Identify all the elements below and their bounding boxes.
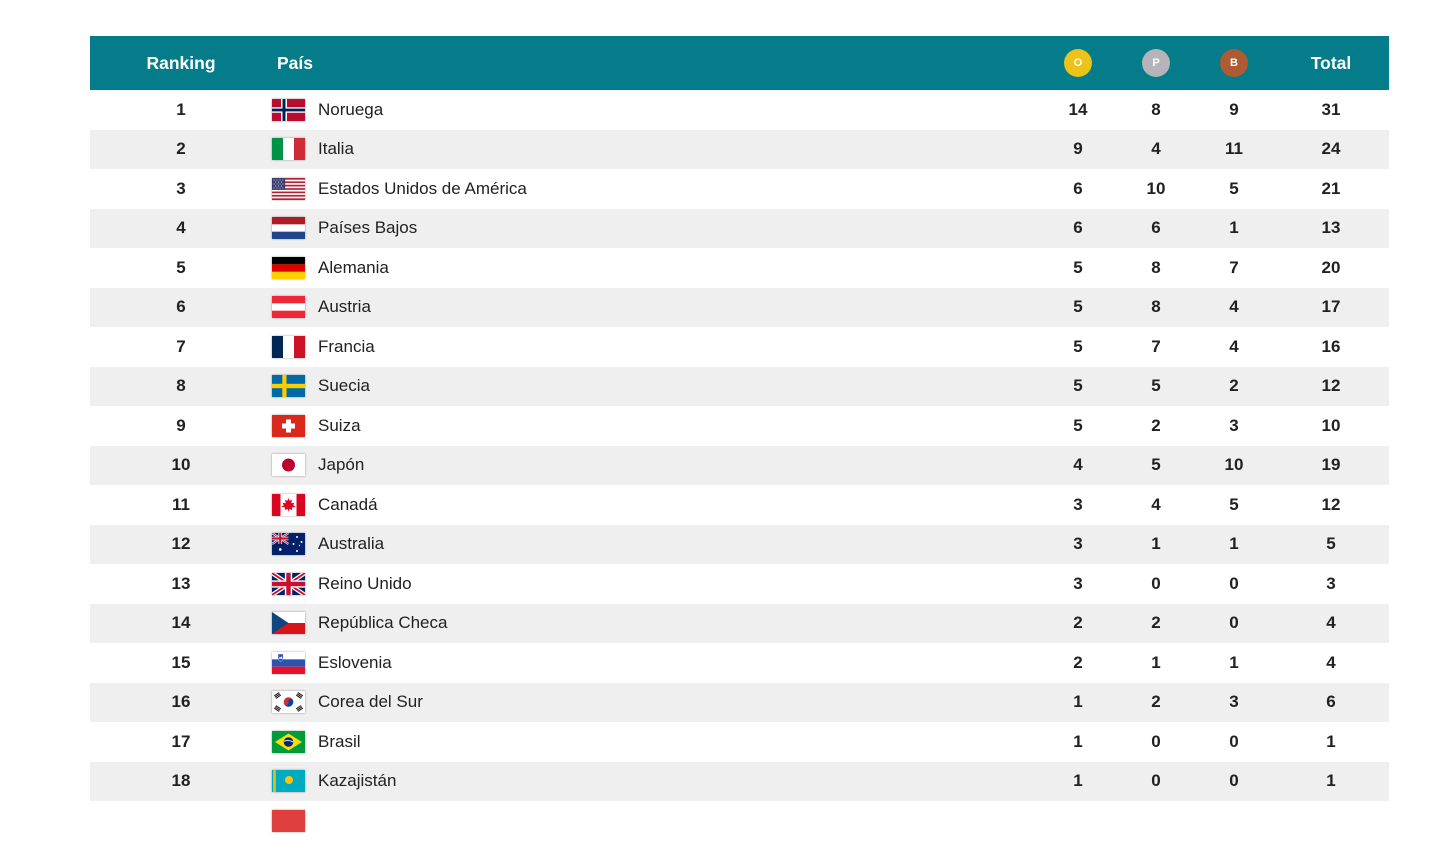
norway-flag-icon — [272, 99, 305, 121]
table-row — [90, 406, 1389, 446]
bronze-count: 4 — [1229, 336, 1239, 356]
bronze-count: 3 — [1229, 415, 1239, 435]
country-cell — [272, 691, 1039, 713]
bronze-count: 10 — [1224, 455, 1244, 475]
japan-flag-icon — [272, 454, 305, 476]
table-row — [90, 643, 1389, 683]
country-cell — [272, 178, 1039, 200]
total-count: 19 — [1321, 455, 1341, 475]
medal-table-header — [90, 36, 1389, 90]
country-name: Kazajistán — [318, 771, 397, 791]
rank-cell: 17 — [171, 731, 191, 751]
country-cell — [272, 296, 1039, 318]
silver-count: 0 — [1151, 731, 1161, 751]
gold-count: 2 — [1073, 652, 1083, 672]
silver-count: 1 — [1151, 652, 1161, 672]
uk-flag-icon — [272, 573, 305, 595]
country-name: Eslovenia — [318, 652, 392, 672]
rank-cell: 14 — [171, 613, 191, 633]
table-row — [90, 525, 1389, 565]
total-count: 20 — [1321, 257, 1341, 277]
country-name: Francia — [318, 336, 375, 356]
silver-count: 2 — [1151, 692, 1161, 712]
country-cell — [272, 731, 1039, 753]
table-row — [90, 604, 1389, 644]
total-count: 24 — [1321, 139, 1341, 159]
country-cell — [272, 257, 1039, 279]
silver-count: 7 — [1151, 336, 1161, 356]
total-count: 1 — [1326, 771, 1336, 791]
country-cell — [272, 99, 1039, 121]
gold-count: 3 — [1073, 573, 1083, 593]
germany-flag-icon — [272, 257, 305, 279]
header-gold — [1039, 49, 1117, 77]
rank-cell: 15 — [171, 652, 191, 672]
country-name: Italia — [318, 139, 354, 159]
usa-flag-icon — [272, 178, 305, 200]
table-row — [90, 327, 1389, 367]
canada-flag-icon — [272, 494, 305, 516]
rank-cell: 16 — [171, 692, 191, 712]
bronze-count: 0 — [1229, 613, 1239, 633]
gold-count: 3 — [1073, 534, 1083, 554]
bronze-count: 1 — [1229, 534, 1239, 554]
south-korea-flag-icon — [272, 691, 305, 713]
table-row — [90, 485, 1389, 525]
country-name: Alemania — [318, 257, 389, 277]
country-name: Reino Unido — [318, 573, 412, 593]
czechia-flag-icon — [272, 612, 305, 634]
total-count: 10 — [1321, 415, 1341, 435]
country-cell — [272, 138, 1039, 160]
total-count: 6 — [1326, 692, 1336, 712]
rank-cell: 8 — [176, 376, 186, 396]
silver-count: 8 — [1151, 257, 1161, 277]
bronze-count: 0 — [1229, 731, 1239, 751]
total-count: 5 — [1326, 534, 1336, 554]
total-count: 3 — [1326, 573, 1336, 593]
header-ranking: Ranking — [146, 52, 216, 73]
bronze-count: 4 — [1229, 297, 1239, 317]
gold-count: 6 — [1073, 178, 1083, 198]
country-name: Brasil — [318, 731, 361, 751]
table-row — [90, 683, 1389, 723]
rank-cell: 10 — [171, 455, 191, 475]
gold-count: 1 — [1073, 771, 1083, 791]
country-cell — [272, 810, 1039, 832]
silver-count: 0 — [1151, 573, 1161, 593]
kazakhstan-flag-icon — [272, 770, 305, 792]
gold-count: 3 — [1073, 494, 1083, 514]
rank-cell: 3 — [176, 178, 186, 198]
rank-cell: 7 — [176, 336, 186, 356]
country-cell — [272, 652, 1039, 674]
bronze-count: 1 — [1229, 652, 1239, 672]
rank-cell: 12 — [171, 534, 191, 554]
country-name: Austria — [318, 297, 371, 317]
brazil-flag-icon — [272, 731, 305, 753]
country-name: Australia — [318, 534, 385, 554]
gold-count: 4 — [1073, 455, 1083, 475]
rank-cell: 2 — [176, 139, 186, 159]
silver-count: 0 — [1151, 771, 1161, 791]
red-flag-icon — [272, 810, 305, 832]
rank-cell: 1 — [176, 99, 186, 119]
table-row — [90, 169, 1389, 209]
country-name: Canadá — [318, 494, 378, 514]
gold-medal-icon: O — [1064, 49, 1092, 77]
silver-count: 8 — [1151, 297, 1161, 317]
country-cell — [272, 415, 1039, 437]
bronze-count: 9 — [1229, 99, 1239, 119]
country-name: República Checa — [318, 613, 448, 633]
rank-cell: 11 — [172, 494, 190, 514]
silver-count: 2 — [1151, 613, 1161, 633]
total-count: 17 — [1321, 297, 1341, 317]
country-cell — [272, 336, 1039, 358]
country-cell — [272, 573, 1039, 595]
rank-cell: 9 — [176, 415, 186, 435]
rank-cell: 6 — [176, 297, 186, 317]
gold-count: 14 — [1068, 99, 1088, 119]
silver-count: 10 — [1146, 178, 1166, 198]
silver-count: 8 — [1151, 99, 1161, 119]
gold-count: 2 — [1073, 613, 1083, 633]
country-cell — [272, 454, 1039, 476]
bronze-count: 7 — [1229, 257, 1239, 277]
country-cell — [272, 612, 1039, 634]
country-name: Noruega — [318, 99, 384, 119]
table-row — [90, 209, 1389, 249]
header-bronze — [1195, 49, 1273, 77]
gold-count: 5 — [1073, 336, 1083, 356]
country-name: Suecia — [318, 376, 370, 396]
country-name: Estados Unidos de América — [318, 178, 527, 198]
silver-medal-icon: P — [1142, 49, 1170, 77]
country-name: Corea del Sur — [318, 692, 423, 712]
header-silver — [1117, 49, 1195, 77]
rank-cell: 4 — [176, 218, 186, 238]
silver-count: 5 — [1151, 376, 1161, 396]
table-row — [90, 564, 1389, 604]
total-count: 1 — [1326, 731, 1336, 751]
gold-count: 1 — [1073, 731, 1083, 751]
table-row — [90, 722, 1389, 762]
bronze-count: 0 — [1229, 771, 1239, 791]
gold-count: 5 — [1073, 376, 1083, 396]
silver-count: 2 — [1151, 415, 1161, 435]
silver-count: 1 — [1151, 534, 1161, 554]
country-name: Japón — [318, 455, 365, 475]
header-country: País — [277, 52, 313, 73]
netherlands-flag-icon — [272, 217, 305, 239]
country-cell — [272, 770, 1039, 792]
country-cell — [272, 375, 1039, 397]
bronze-count: 1 — [1229, 218, 1239, 238]
sweden-flag-icon — [272, 375, 305, 397]
silver-count: 6 — [1151, 218, 1161, 238]
bronze-count: 11 — [1225, 139, 1243, 159]
table-row — [90, 288, 1389, 328]
header-total: Total — [1310, 52, 1352, 73]
gold-count: 5 — [1073, 297, 1083, 317]
bronze-count: 2 — [1229, 376, 1239, 396]
country-name: Países Bajos — [318, 218, 418, 238]
table-row — [90, 762, 1389, 802]
silver-count: 4 — [1151, 139, 1161, 159]
total-count: 16 — [1321, 336, 1341, 356]
gold-count: 6 — [1073, 218, 1083, 238]
total-count: 31 — [1321, 99, 1341, 119]
total-count: 4 — [1326, 652, 1336, 672]
table-row — [90, 90, 1389, 130]
table-row — [90, 446, 1389, 486]
bronze-count: 0 — [1229, 573, 1239, 593]
total-count: 12 — [1321, 376, 1341, 396]
bronze-count: 3 — [1229, 692, 1239, 712]
gold-count: 5 — [1073, 257, 1083, 277]
austria-flag-icon — [272, 296, 305, 318]
medal-table — [90, 36, 1389, 841]
silver-count: 4 — [1151, 494, 1161, 514]
total-count: 12 — [1321, 494, 1341, 514]
total-count: 13 — [1321, 218, 1341, 238]
rank-cell: 13 — [171, 573, 191, 593]
france-flag-icon — [272, 336, 305, 358]
table-row — [90, 367, 1389, 407]
bronze-count: 5 — [1229, 178, 1239, 198]
table-row — [90, 130, 1389, 170]
rank-cell: 18 — [171, 771, 191, 791]
slovenia-flag-icon — [272, 652, 305, 674]
table-row — [90, 248, 1389, 288]
australia-flag-icon — [272, 533, 305, 555]
gold-count: 9 — [1073, 139, 1083, 159]
country-cell — [272, 217, 1039, 239]
gold-count: 5 — [1073, 415, 1083, 435]
total-count: 4 — [1326, 613, 1336, 633]
country-name: Suiza — [318, 415, 361, 435]
country-cell — [272, 494, 1039, 516]
bronze-medal-icon: B — [1220, 49, 1248, 77]
country-cell — [272, 533, 1039, 555]
medal-table-body — [90, 90, 1389, 841]
rank-cell: 5 — [176, 257, 186, 277]
silver-count: 5 — [1151, 455, 1161, 475]
table-row — [90, 801, 1389, 841]
switzerland-flag-icon — [272, 415, 305, 437]
total-count: 21 — [1321, 178, 1341, 198]
italy-flag-icon — [272, 138, 305, 160]
gold-count: 1 — [1073, 692, 1083, 712]
bronze-count: 5 — [1229, 494, 1239, 514]
